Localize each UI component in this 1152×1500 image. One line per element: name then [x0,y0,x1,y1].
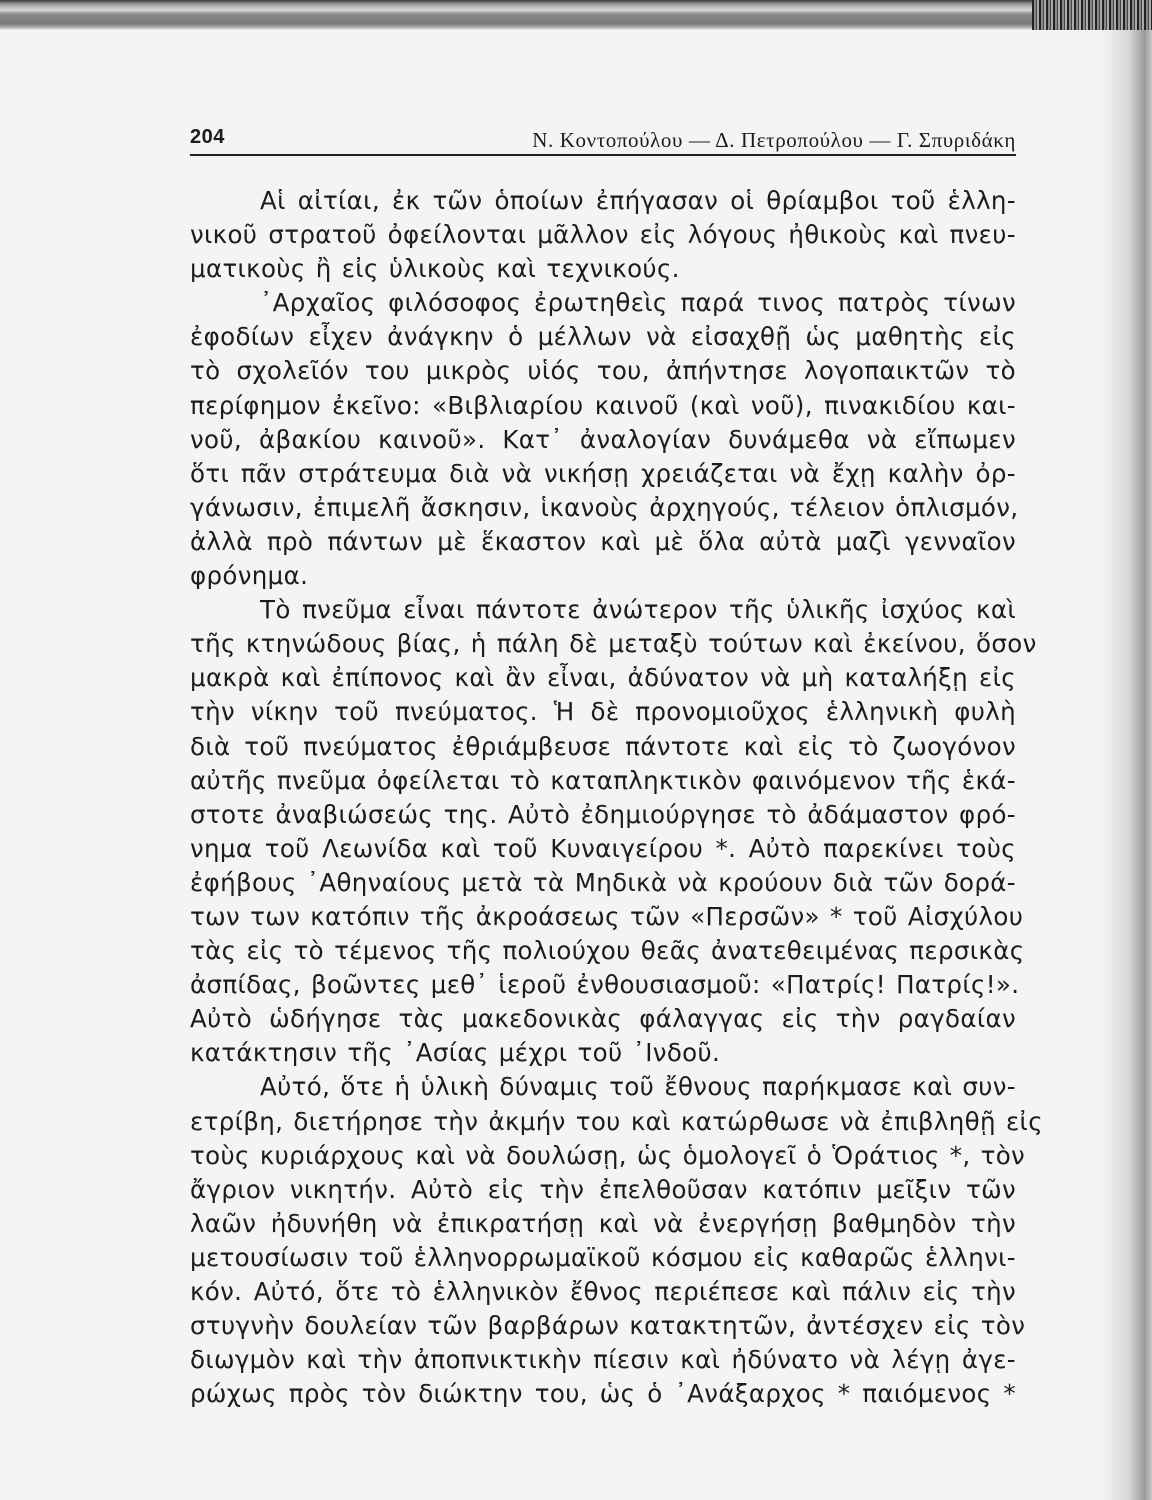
text-line: φρόνημα. [190,561,309,591]
text-line: μακρὰ καὶ ἐπίπονος καὶ ἂν εἶναι, ἀδύνατον νὰ μὴ καταλήξῃ εἰς [190,663,1016,693]
text-line: ἀσπίδας, βοῶντες μεθ᾿ ἱεροῦ ἐνθουσιασμοῦ: «Πατρίς! Πατρίς!». [190,970,1020,1000]
paragraph-1 [190,184,1016,286]
text-line: ἀλλὰ πρὸ πάντων μὲ ἕκαστον καὶ μὲ ὅλα αὐτὰ μαζὶ γενναῖον [190,526,1016,556]
text-line: στυγνὴν δουλείαν τῶν βαρβάρων κατακτητῶν, ἀντέσχεν εἰς τὸν [190,1311,1026,1341]
text-line: των των κατόπιν τῆς ἀκροάσεως τῶν «Περσῶν» * τοῦ Αἰσχύλου [190,901,1024,931]
text-line: τοὺς κυριάρχους καὶ νὰ δουλώσῃ, ὡς ὁμολογεῖ ὁ Ὁράτιος *, τὸν [190,1140,1026,1170]
text-line: κόν. Αὐτό, ὅτε τὸ ἑλληνικὸν ἔθνος περιέπεσε καὶ πάλιν εἰς τὴν [190,1277,1016,1306]
page-number: 204 [190,126,225,148]
text-line: τὸ σχολεῖόν του μικρὸς υἱός του, ἀπήντησε λογοπαικτῶν τὸ [190,356,1016,386]
text-line: ἐφοδίων εἶχεν ἀνάγκην ὁ μέλλων νὰ εἰσαχθῇ ὡς μαθητὴς εἰς [190,322,1016,352]
text-line: διὰ τοῦ πνεύματος ἐθριάμβευσε πάντοτε καὶ εἰς τὸ ζωογόνον [190,731,1016,761]
text-line: ματικοὺς ἢ εἰς ὑλικοὺς καὶ τεχνικούς. [190,254,680,284]
page-gutter-shadow [1102,30,1152,1500]
text-line: κατάκτησιν τῆς ᾿Ασίας μέχρι τοῦ ᾿Ινδοῦ. [190,1038,721,1068]
text-line: ετρίβη, διετήρησε τὴν ἀκμήν του καὶ κατώρθωσε νὰ ἐπιβληθῇ εἰς [190,1106,1043,1136]
text-line: Αὐτό, ὅτε ἡ ὑλικὴ δύναμις τοῦ ἔθνους παρήκμασε καὶ συν- [260,1072,1016,1102]
text-line: ἐφήβους ᾿Αθηναίους μετὰ τὰ Μηδικὰ νὰ κρούουν διὰ τῶν δορά- [190,867,1016,897]
text-line: γάνωσιν, ἐπιμελῆ ἄσκησιν, ἱκανοὺς ἀρχηγούς, τέλειον ὁπλισμόν, [190,492,1019,522]
book-page [190,120,1043,1411]
text-line: τὰς εἰς τὸ τέμενος τῆς πολιούχου θεᾶς ἀνατεθειμένας περσικὰς [190,936,1025,966]
running-header-authors: Ν. Κοντοπούλου — Δ. Πετροπούλου — Γ. Σπυριδάκη [532,128,1016,152]
text-line: ὅτι πᾶν στράτευμα διὰ νὰ νικήσῃ χρειάζεται νὰ ἔχῃ καλὴν ὀρ- [190,458,1016,488]
text-line: Τὸ πνεῦμα εἶναι πάντοτε ἀνώτερον τῆς ὑλικῆς ἰσχύος καὶ [260,595,1016,625]
text-line: νημα τοῦ Λεωνίδα καὶ τοῦ Κυναιγείρου *. Αὐτὸ παρεκίνει τοὺς [190,833,1016,863]
body-text [190,184,1043,1411]
paragraph-4 [190,1070,1043,1411]
paragraph-2 [190,286,1019,593]
text-line: νοῦ, ἀβακίου καινοῦ». Κατ᾿ ἀναλογίαν δυνάμεθα νὰ εἴπωμεν [190,424,1016,454]
text-line: Αὐτὸ ὡδήγησε τὰς μακεδονικὰς φάλαγγας εἰς τὴν ραγδαίαν [190,1004,1016,1034]
text-line: Αἱ αἰτίαι, ἐκ τῶν ὁποίων ἐπήγασαν οἱ θρίαμβοι τοῦ ἑλλη- [260,186,1016,215]
scan-top-edge [0,0,1152,30]
text-line: ρώχως πρὸς τὸν διώκτην του, ὡς ὁ ᾿Ανάξαρχος * παιόμενος * [190,1379,1016,1409]
text-line: νικοῦ στρατοῦ ὀφείλονται μᾶλλον εἰς λόγους ἠθικοὺς καὶ πνευ- [190,220,1016,250]
text-line: τὴν νίκην τοῦ πνεύματος. Ἡ δὲ προνομιοῦχος ἑλληνικὴ φυλὴ [190,697,1016,727]
running-header [190,120,1016,156]
text-line: τῆς κτηνώδους βίας, ἡ πάλη δὲ μεταξὺ τούτων καὶ ἐκείνου, ὅσον [190,629,1037,659]
text-line: στοτε ἀναβιώσεώς της. Αὐτὸ ἐδημιούργησε τὸ ἀδάμαστον φρό- [190,799,1016,829]
book-binding-edge [1032,0,1152,30]
text-line: περίφημον ἐκεῖνο: «Βιβλιαρίου καινοῦ (καὶ νοῦ), πινακιδίου και- [190,390,1016,420]
text-line: λαῶν ἠδυνήθη νὰ ἐπικρατήσῃ καὶ νὰ ἐνεργήσῃ βαθμηδὸν τὴν [190,1208,1016,1238]
text-line: ᾿Αρχαῖος φιλόσοφος ἐρωτηθεὶς παρά τινος πατρὸς τίνων [260,288,1016,318]
text-line: αὐτῆς πνεῦμα ὀφείλεται τὸ καταπληκτικὸν φαινόμενον τῆς ἑκά- [190,765,1016,795]
text-line: μετουσίωσιν τοῦ ἑλληνορρωμαϊκοῦ κόσμου εἰς καθαρῶς ἑλληνι- [190,1242,1016,1272]
text-line: ἄγριον νικητήν. Αὐτὸ εἰς τὴν ἐπελθοῦσαν κατόπιν μεῖξιν τῶν [190,1174,1016,1204]
paragraph-3 [190,593,1037,1070]
text-line: διωγμὸν καὶ τὴν ἀποπνικτικὴν πίεσιν καὶ ἠδύνατο νὰ λέγῃ ἀγε- [190,1345,1016,1375]
